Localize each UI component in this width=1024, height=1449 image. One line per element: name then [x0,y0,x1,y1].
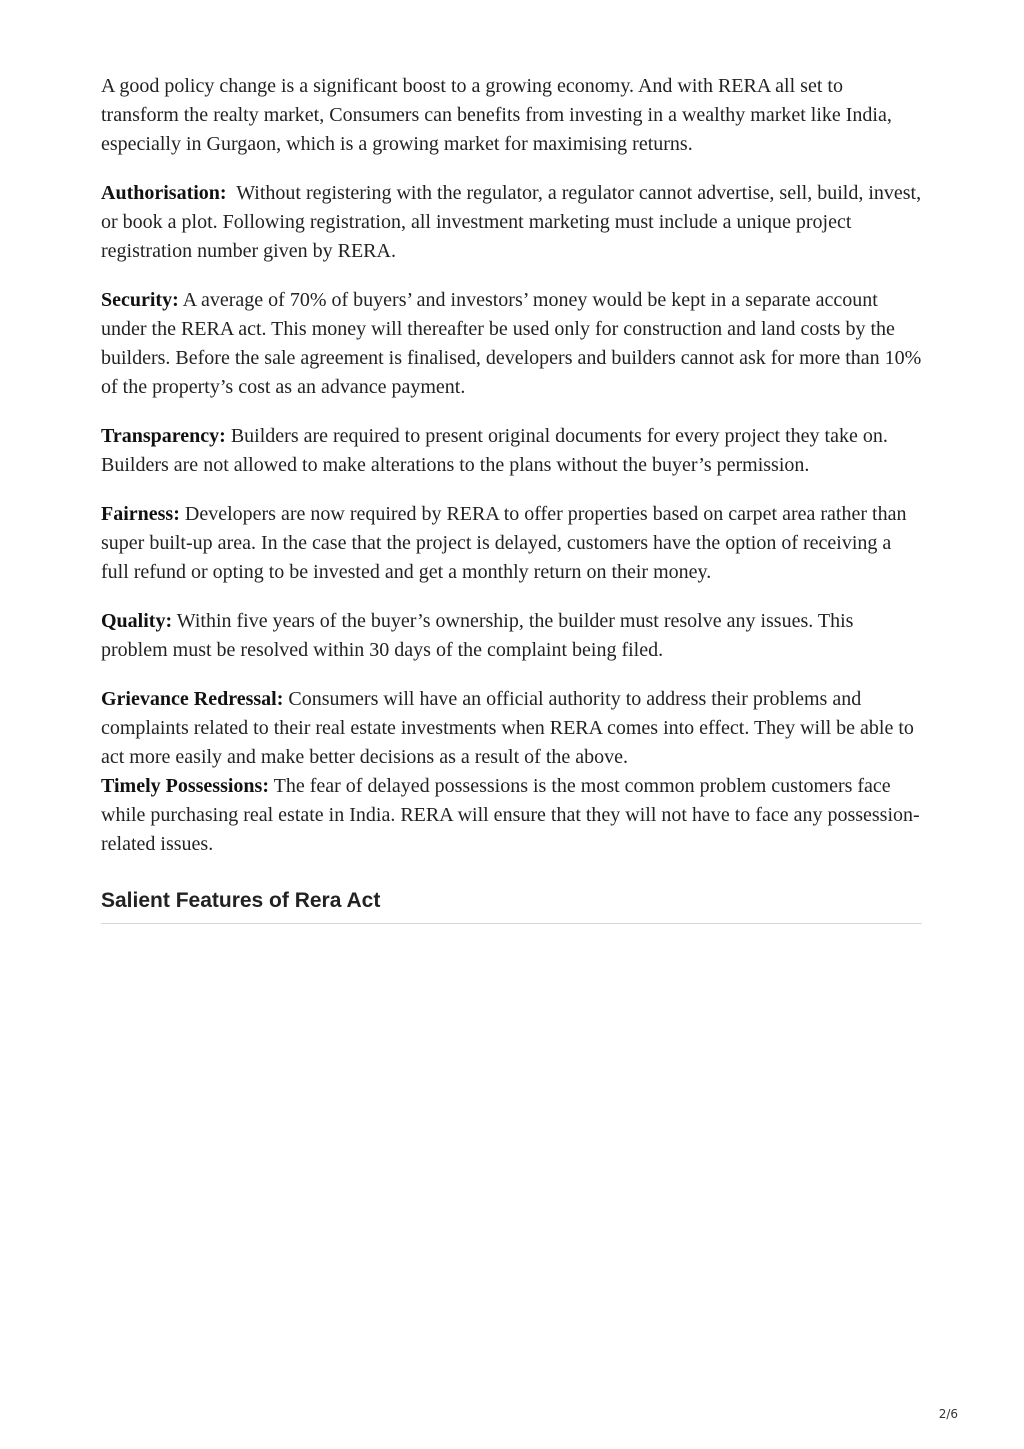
page-number: 2/6 [938,1407,958,1421]
possessions-text: The fear of delayed possessions is the most common problem customers face while purchasing real estate in India. RERA will ensure that they will not have to face any possession-related issues. [101,775,920,855]
grievance-text: Consumers will have an official authority to address their problems and complaints related to their real estate investments when RERA comes into effect. They will be able to act more easily and make better decisions as a result of the above. [101,688,914,768]
document-body [101,72,927,924]
transparency-paragraph [101,422,923,480]
section-heading: Salient Features of Rera Act [101,889,922,924]
authorisation-label: Authorisation: [101,182,227,204]
grievance-paragraph [101,685,923,772]
authorisation-text: Without registering with the regulator, a regulator cannot advertise, sell, build, invest, or book a plot. Following registration, all investment marketing must include a unique project registration number given by RERA. [101,182,927,262]
fairness-text: Developers are now required by RERA to offer properties based on carpet area rather than super built-up area. In the case that the project is delayed, customers have the option of receiving a full refund or opting to be invested and get a monthly return on their money. [101,503,907,583]
possessions-label: Timely Possessions: [101,775,269,797]
quality-text: Within five years of the buyer’s ownership, the builder must resolve any issues. This problem must be resolved within 30 days of the complaint being filed. [101,610,854,661]
intro-paragraph: A good policy change is a significant boost to a growing economy. And with RERA all set to transform the realty market, Consumers can benefits from investing in a wealthy market like India, especially in Gurgaon, which is a growing market for maximising returns. [101,75,892,155]
possessions-paragraph [101,772,923,859]
quality-label: Quality: [101,610,173,632]
fairness-paragraph [101,500,923,587]
security-paragraph [101,286,923,402]
transparency-label: Transparency: [101,425,226,447]
fairness-label: Fairness: [101,503,180,525]
security-label: Security: [101,289,179,311]
authorisation-paragraph [101,179,927,266]
quality-paragraph [101,607,923,665]
security-text: A average of 70% of buyers’ and investors’ money would be kept in a separate account under the RERA act. This money will thereafter be used only for construction and land costs by the builders. Before the sale agreement is finalised, developers and builders cannot ask for more than 10% of the property’s cost as an advance payment. [101,289,922,398]
transparency-text: Builders are required to present original documents for every project they take on. Builders are not allowed to make alterations to the plans without the buyer’s permission. [101,425,888,476]
grievance-label: Grievance Redressal: [101,688,284,710]
